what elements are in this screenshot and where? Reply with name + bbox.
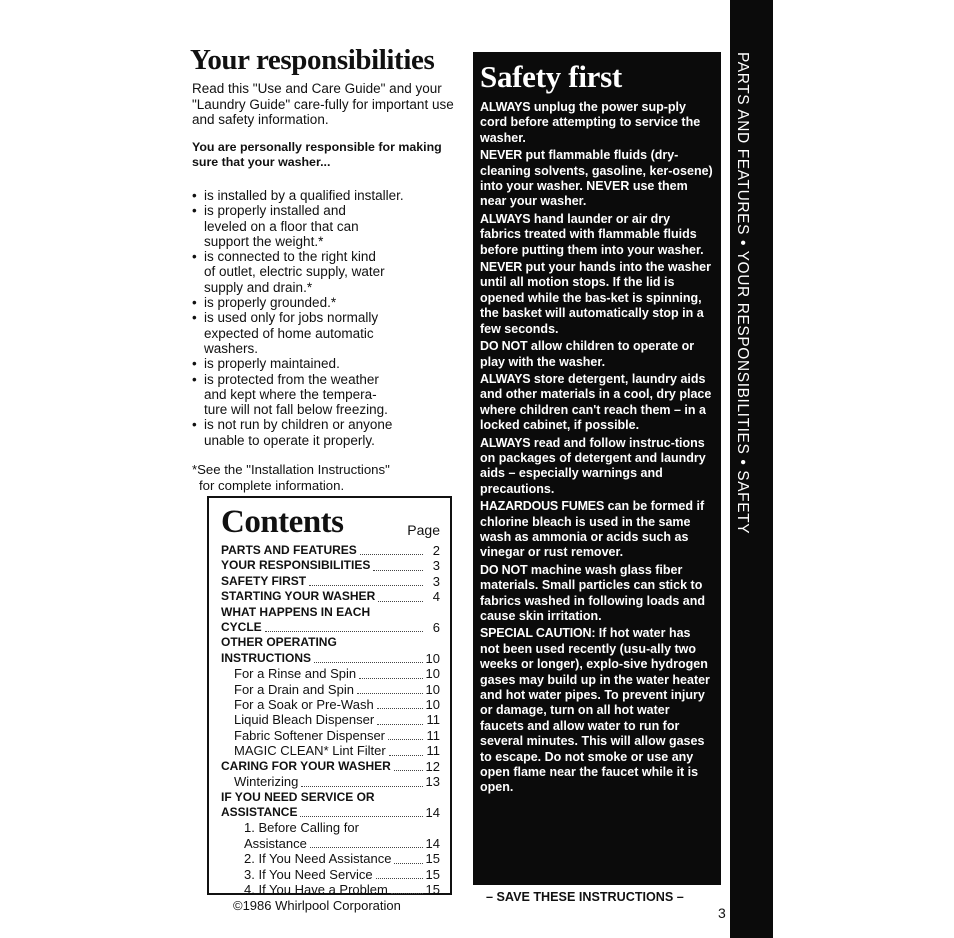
- toc-entry-page: 14: [425, 835, 440, 851]
- safety-body: [480, 100, 713, 796]
- toc-entry-label: INSTRUCTIONS: [221, 650, 311, 665]
- toc-entry-page: 15: [425, 866, 440, 882]
- safety-paragraph: [480, 212, 713, 258]
- toc-entry-label: OTHER OPERATING: [221, 635, 337, 650]
- toc-entry-label: IF YOU NEED SERVICE OR: [221, 789, 375, 804]
- toc-row: [221, 774, 440, 789]
- toc-entry-label: CYCLE: [221, 620, 262, 635]
- toc-entry-page: 14: [425, 804, 440, 820]
- dot-leader: [394, 770, 423, 771]
- toc-row: [221, 867, 440, 882]
- section-tab-label: PARTS AND FEATURES • YOUR RESPONSIBILITIES • SAFETY: [734, 52, 751, 535]
- list-item: • is protected from the weather and kept where the tempera- ture will not fall below freezing.: [192, 372, 458, 418]
- toc-entry-page: 13: [425, 774, 440, 790]
- contents-page-label: Page: [407, 522, 440, 538]
- dot-leader: [314, 662, 423, 663]
- toc-entry-label: For a Rinse and Spin: [234, 666, 357, 682]
- dot-leader: [377, 708, 423, 709]
- toc-entry-label: Fabric Softener Dispenser: [234, 727, 386, 743]
- toc-entry-page: 12: [425, 758, 440, 774]
- contents-header: [221, 503, 440, 543]
- toc-row: [221, 543, 440, 558]
- toc-entry-label: For a Soak or Pre-Wash: [234, 697, 374, 713]
- list-item: • is connected to the right kind of outlet, electric supply, water supply and drain.*: [192, 249, 458, 295]
- installation-footnote: [192, 462, 454, 493]
- toc-entry-label: 3. If You Need Service: [244, 866, 373, 882]
- safety-paragraph: [480, 563, 713, 625]
- table-of-contents: [221, 543, 440, 897]
- section-tab: [730, 0, 773, 938]
- toc-row: [221, 574, 440, 589]
- safety-keyword: DO NOT: [480, 339, 528, 354]
- dot-leader: [394, 863, 422, 864]
- responsibilities-list: [192, 188, 458, 448]
- toc-entry-page: 11: [426, 712, 440, 728]
- toc-entry-page: 10: [425, 697, 440, 713]
- dot-leader: [301, 786, 422, 787]
- toc-entry-page: 10: [425, 650, 440, 666]
- toc-row: [221, 589, 440, 604]
- toc-entry-label: 1. Before Calling for: [244, 820, 359, 836]
- safety-paragraph: [480, 499, 713, 561]
- toc-row: [221, 712, 440, 727]
- save-instructions: – SAVE THESE INSTRUCTIONS –: [486, 890, 684, 904]
- list-item: • is properly maintained.: [192, 356, 458, 371]
- safety-text: put your hands into the washer until all motion stops. If the lid is opened while the bas-ket is spinning, the basket will automatically stop in a few seconds.: [480, 260, 711, 336]
- safety-panel: [473, 52, 721, 885]
- toc-entry-label: YOUR RESPONSIBILITIES: [221, 558, 371, 573]
- toc-entry-label: Winterizing: [234, 774, 299, 790]
- page-number: 3: [718, 905, 726, 921]
- toc-entry-page: 3: [432, 573, 440, 589]
- safety-text: put flammable fluids (dry-cleaning solvents, gasoline, ker-osene) into your washer. NEVER use them near your washer.: [480, 148, 713, 209]
- toc-entry-label: ASSISTANCE: [221, 804, 298, 819]
- toc-entry-label: Liquid Bleach Dispenser: [234, 712, 375, 728]
- toc-row: [221, 836, 440, 851]
- toc-entry-page: 15: [425, 851, 440, 867]
- safety-keyword: HAZARDOUS FUMES: [480, 499, 605, 514]
- dot-leader: [300, 816, 422, 817]
- dot-leader: [310, 847, 423, 848]
- toc-row: [221, 651, 440, 666]
- safety-paragraph: [480, 260, 713, 337]
- toc-entry-page: 2: [432, 543, 440, 558]
- toc-row: [221, 558, 440, 573]
- toc-entry-label: For a Drain and Spin: [234, 681, 354, 697]
- contents-title: Contents: [221, 504, 344, 540]
- toc-row: [221, 620, 440, 635]
- dot-leader: [391, 893, 423, 894]
- dot-leader: [359, 678, 422, 679]
- contents-box: [207, 496, 452, 895]
- toc-entry-page: 10: [425, 666, 440, 682]
- toc-row: [221, 682, 440, 697]
- dot-leader: [357, 693, 423, 694]
- toc-entry-page: 10: [425, 681, 440, 697]
- toc-entry-label: STARTING YOUR WASHER: [221, 589, 376, 604]
- safety-keyword: ALWAYS: [480, 211, 531, 226]
- safety-paragraph: [480, 626, 713, 795]
- list-item: • is used only for jobs normally expected of home automatic washers.: [192, 310, 458, 356]
- toc-entry-page: 6: [432, 620, 440, 636]
- dot-leader: [265, 631, 423, 632]
- dot-leader: [360, 554, 423, 555]
- toc-entry-label: SAFETY FIRST: [221, 573, 307, 588]
- toc-entry-label: CARING FOR YOUR WASHER: [221, 758, 391, 773]
- safety-keyword: SPECIAL CAUTION:: [480, 626, 596, 641]
- toc-row: [221, 666, 440, 681]
- list-item: • is properly installed and leveled on a floor that can support the weight.*: [192, 203, 458, 249]
- toc-entry-page: 3: [432, 558, 440, 574]
- safety-text: allow children to operate or play with the washer.: [480, 339, 695, 369]
- safety-keyword: DO NOT: [480, 562, 528, 577]
- toc-row: [221, 635, 440, 650]
- dot-leader: [388, 739, 423, 740]
- toc-row: [221, 728, 440, 743]
- responsibilities-intro-bold: You are personally responsible for making sure that your washer...: [192, 140, 442, 169]
- toc-entry-page: 11: [426, 743, 440, 759]
- safety-paragraph: [480, 372, 713, 434]
- dot-leader: [389, 755, 423, 756]
- safety-text: If hot water has not been used recently (usu-ally two weeks or longer), explo-sive hydrogen gases may build up in the water heater and hot water pipes. To prevent injury or damage, turn on all hot water faucets and allow water to run for several minutes. This will allow gases to escape. Do not smoke or use any open flame near the faucet while it is open.: [480, 626, 710, 795]
- dot-leader: [378, 601, 423, 602]
- list-item: • is properly grounded.*: [192, 295, 458, 310]
- safety-keyword: ALWAYS: [480, 435, 531, 450]
- toc-entry-page: 15: [425, 881, 440, 897]
- toc-entry-page: 11: [426, 727, 440, 743]
- toc-entry-label: MAGIC CLEAN* Lint Filter: [234, 743, 386, 759]
- safety-keyword: NEVER: [480, 148, 523, 163]
- footnote-line: for complete information.: [199, 477, 345, 493]
- safety-keyword: ALWAYS: [480, 371, 531, 386]
- toc-row: [221, 743, 440, 758]
- list-item: • is installed by a qualified installer.: [192, 188, 458, 203]
- toc-row: [221, 851, 440, 866]
- dot-leader: [309, 585, 423, 586]
- toc-entry-label: Assistance: [244, 835, 307, 851]
- safety-keyword: ALWAYS: [480, 100, 531, 114]
- responsibilities-title: Your responsibilities: [190, 44, 435, 76]
- list-item: • is not run by children or anyone unable to operate it properly.: [192, 417, 458, 448]
- safety-title: Safety first: [480, 59, 622, 94]
- toc-entry-label: 4. If You Have a Problem: [244, 881, 388, 897]
- dot-leader: [373, 570, 423, 571]
- toc-row: [221, 805, 440, 820]
- safety-text: hand launder or air dry fabrics treated with flammable fluids before putting them into your washer.: [480, 211, 704, 257]
- safety-keyword: NEVER: [480, 260, 523, 275]
- responsibilities-intro: Read this "Use and Care Guide" and your "Laundry Guide" care-fully for important use and safety information.: [192, 81, 454, 127]
- copyright: ©1986 Whirlpool Corporation: [233, 898, 401, 913]
- dot-leader: [376, 878, 423, 879]
- footnote-line: *See the "Installation Instructions": [192, 462, 390, 477]
- safety-text: unplug the power sup-ply cord before attempting to service the washer.: [480, 100, 701, 145]
- toc-entry-page: 4: [432, 589, 440, 605]
- safety-text: store detergent, laundry aids and other materials in a cool, dry place where children can't reach them – in a locked cabinet, if possible.: [480, 371, 712, 433]
- safety-text: can be formed if chlorine bleach is used in the same wash as ammonia or acids such as vinegar or rust remover.: [480, 499, 705, 560]
- safety-paragraph: [480, 436, 713, 498]
- safety-paragraph: [480, 339, 713, 370]
- toc-entry-label: WHAT HAPPENS IN EACH: [221, 604, 371, 619]
- toc-row: [221, 697, 440, 712]
- dot-leader: [377, 724, 423, 725]
- safety-text: machine wash glass fiber materials. Small particles can stick to fabrics washed in following loads and cause skin irritation.: [480, 562, 706, 623]
- toc-row: [221, 882, 440, 897]
- safety-paragraph: [480, 100, 713, 146]
- toc-entry-label: 2. If You Need Assistance: [244, 851, 392, 867]
- toc-row: [221, 605, 440, 620]
- toc-entry-label: PARTS AND FEATURES: [221, 543, 357, 557]
- toc-row: [221, 759, 440, 774]
- toc-row: [221, 820, 440, 835]
- safety-paragraph: [480, 148, 713, 210]
- safety-text: read and follow instruc-tions on packages of detergent and laundry aids – especially warnings and precautions.: [480, 435, 706, 496]
- toc-row: [221, 790, 440, 805]
